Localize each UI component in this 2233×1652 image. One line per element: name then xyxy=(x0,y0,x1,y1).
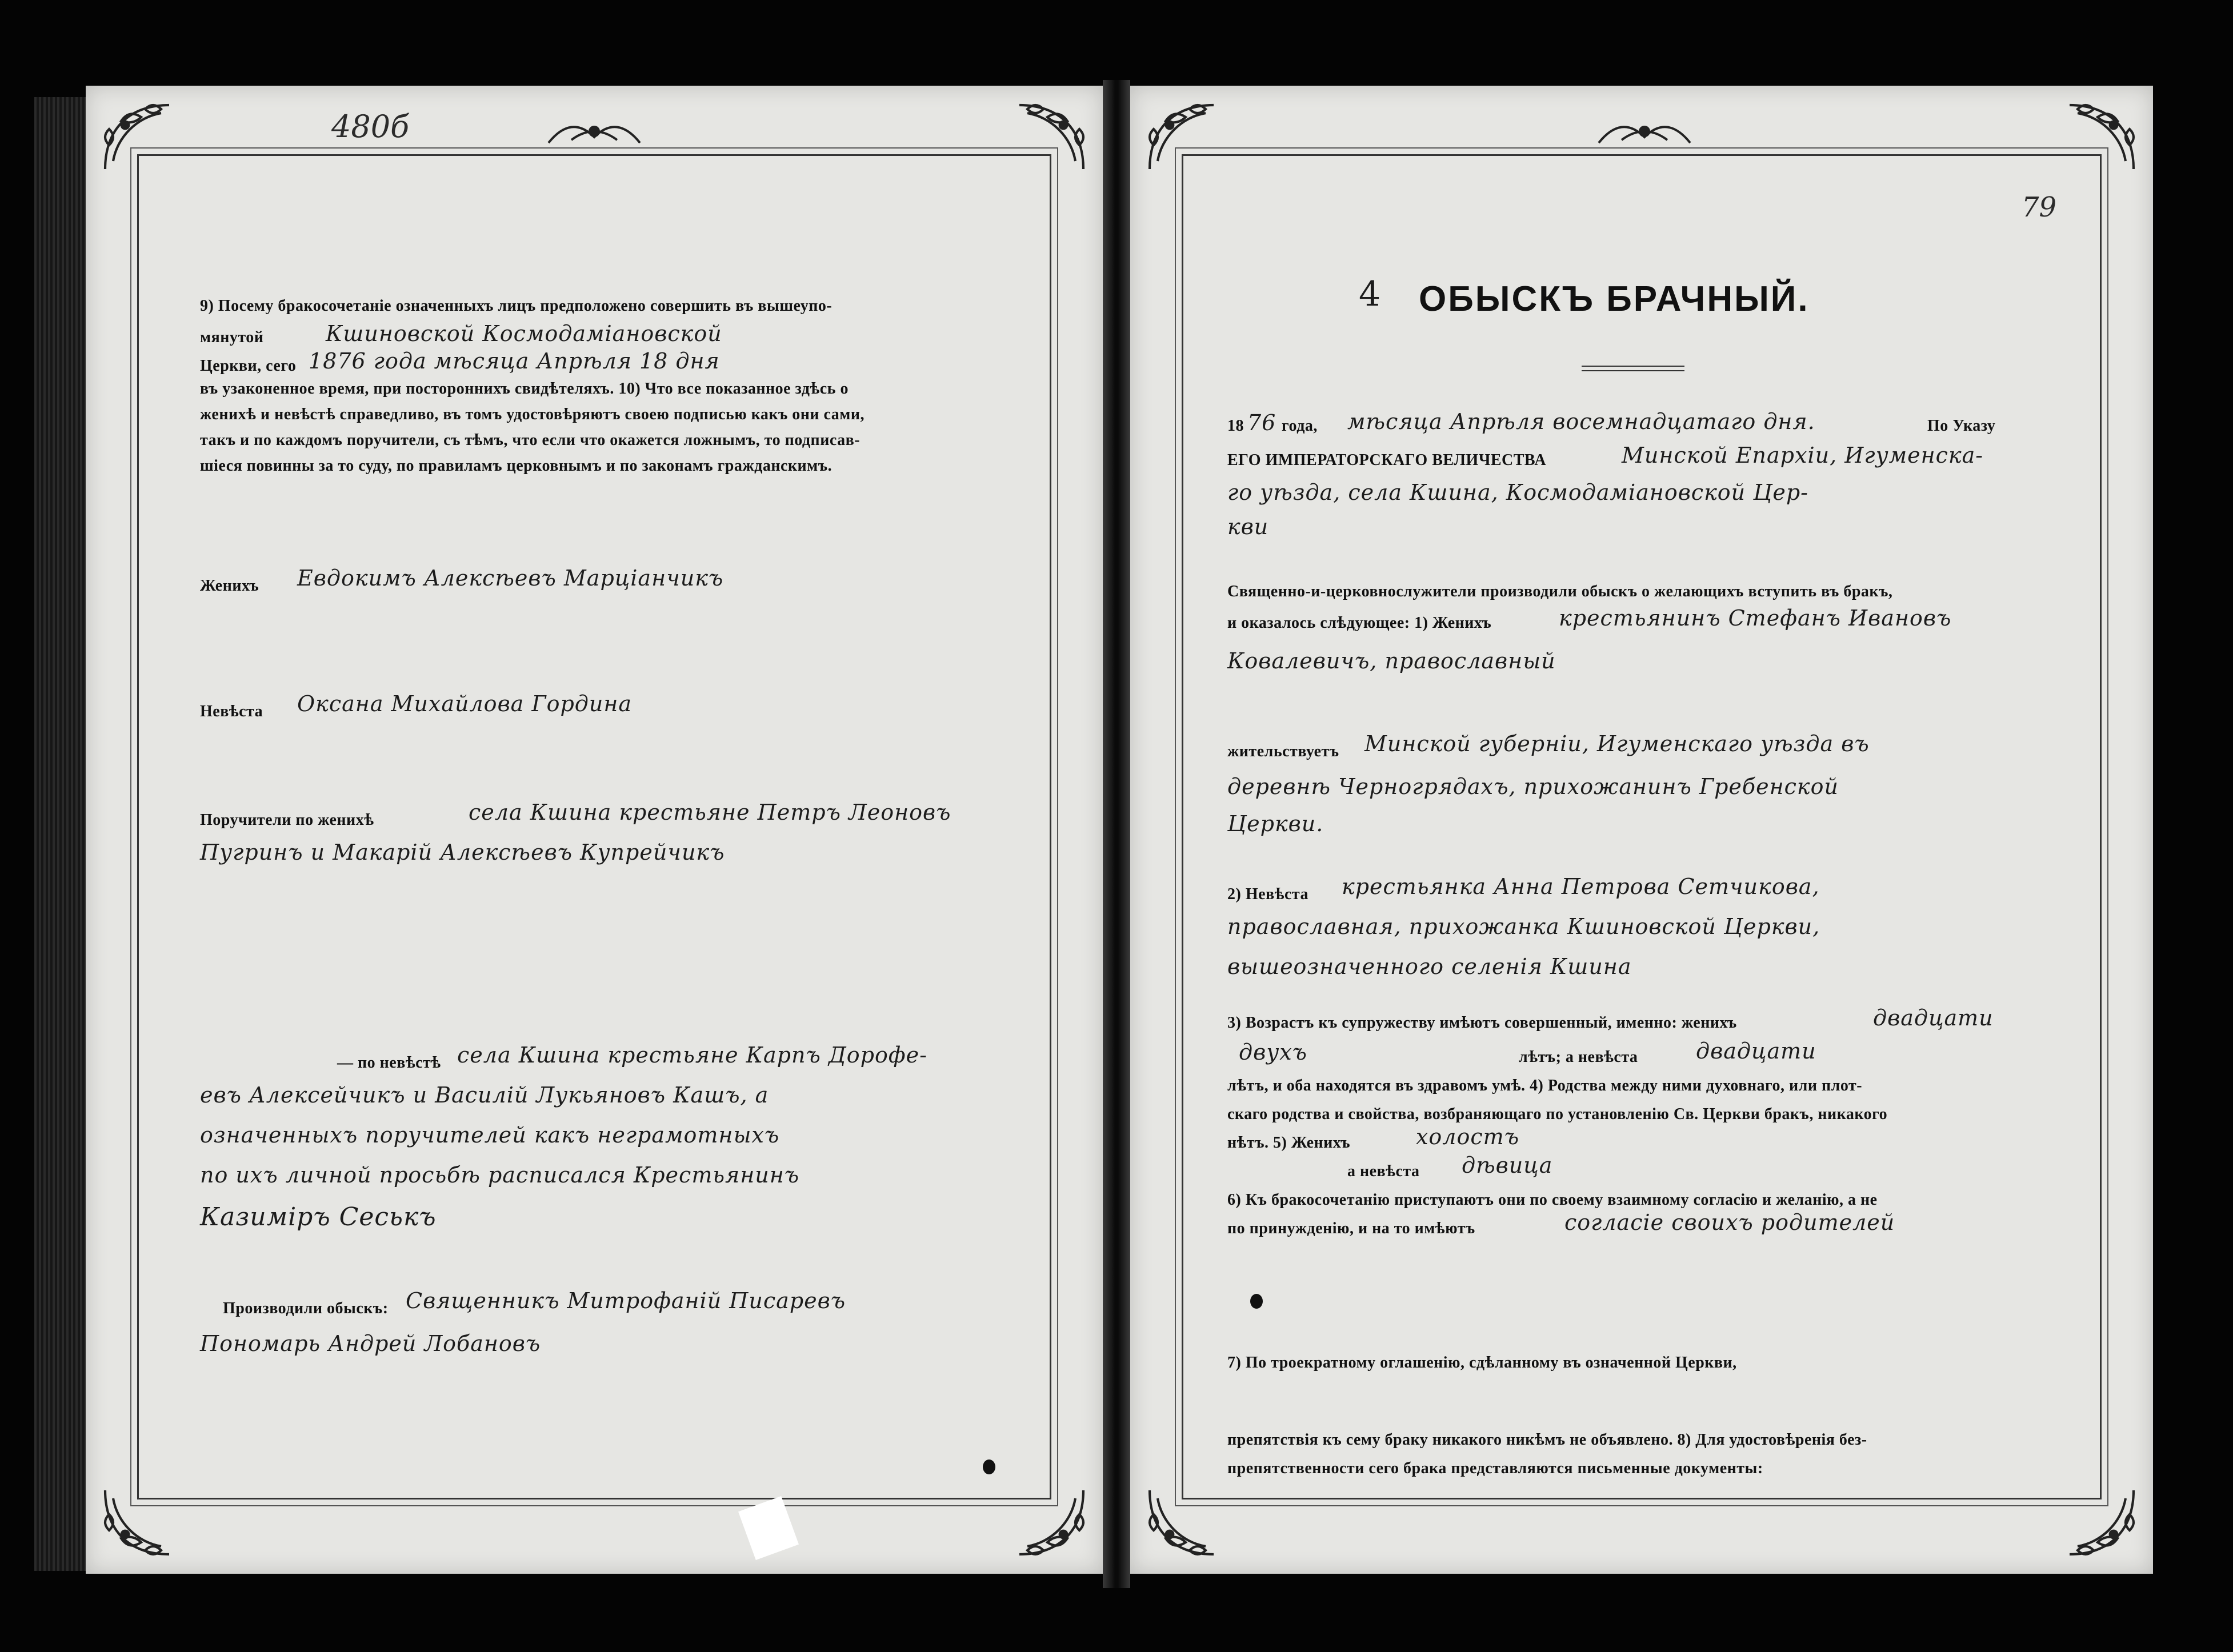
residence-hand-1: Минской губерніи, Игуменскаго уѣзда въ xyxy=(1364,731,1870,756)
clause-10-line-3: такъ и по каждомъ поручители, съ тѣмъ, что если что окажется ложнымъ, то подписав- xyxy=(200,431,861,449)
guarantors-bride-hand-3: означенныхъ поручителей какъ неграмотныхъ xyxy=(200,1122,780,1148)
corner-ornament-icon xyxy=(1142,1482,1222,1562)
age-line-5: нѣтъ. 5) Женихъ xyxy=(1227,1134,1351,1152)
date-year-prefix: 18 xyxy=(1227,417,1244,435)
age-line-2: лѣтъ; а невѣста xyxy=(1519,1048,1638,1066)
clause-9-church-label: мянутой xyxy=(200,328,264,346)
clause-10-line-2: женихѣ и невѣстѣ справедливо, въ томъ удостовѣряютъ своею подписью какъ они сами, xyxy=(200,406,865,423)
clause-10-line-4: шіеся повинны за то суду, по правиламъ церковнымъ и по законамъ гражданскимъ. xyxy=(200,457,833,475)
clause-9-line-1: 9) Посему бракосочетаніе означенныхъ лицъ предположено совершить въ вышеупо- xyxy=(200,297,833,315)
clause-9-year-hand: 1876 года мѣсяца Апрѣля 18 дня xyxy=(309,348,720,374)
corner-ornament-icon xyxy=(97,97,177,177)
date-month-hand: мѣсяца Апрѣля восемнадцатаго дня. xyxy=(1347,409,1815,434)
guarantors-bride-hand-5: Казиміръ Сеськъ xyxy=(200,1202,437,1232)
clergy-line-2: и оказалось слѣдующее: 1) Женихъ xyxy=(1227,614,1492,632)
residence-hand-3: Церкви. xyxy=(1227,811,1324,836)
groom-hand-2: Ковалевичъ, православный xyxy=(1227,648,1556,673)
conducted-hand-1: Священникъ Митрофаній Писаревъ xyxy=(406,1288,846,1313)
age-groom-hand-2: двухъ xyxy=(1239,1040,1308,1065)
guarantors-bride-hand-4: по ихъ личной просьбѣ расписался Крестьянинъ xyxy=(200,1162,800,1188)
top-center-ornament-icon xyxy=(543,109,646,154)
left-page xyxy=(86,86,1103,1574)
guarantors-bride-label: — по невѣстѣ xyxy=(337,1054,441,1072)
book-spine xyxy=(1103,80,1130,1588)
corner-ornament-icon xyxy=(2062,97,2142,177)
document-title: ОБЫСКЪ БРАЧНЫЙ. xyxy=(1419,279,1810,319)
eparchy-hand: Минской Епархіи, Игуменска- xyxy=(1622,443,1984,468)
bride-hand-1: крестьянка Анна Петрова Сетчикова, xyxy=(1342,874,1820,899)
bride-label: Невѣста xyxy=(200,703,263,720)
county-hand: го уѣзда, села Кшина, Космодаміановской Цер- xyxy=(1227,480,1809,505)
guarantors-groom-hand-2: Пугринъ и Макарій Алексѣевъ Купрейчикъ xyxy=(200,840,725,865)
record-number: 4 xyxy=(1359,274,1382,314)
corner-ornament-icon xyxy=(97,1482,177,1562)
clause-10-line-1: въ узаконенное время, при постороннихъ свидѣтеляхъ. 10) Что все показанное здѣсь о xyxy=(200,380,849,398)
guarantors-bride-hand-2: евъ Алексейчикъ и Василій Лукьяновъ Кашъ, а xyxy=(200,1082,769,1108)
bride-name-hand: Оксана Михайлова Гордина xyxy=(297,691,633,716)
church-hand: кви xyxy=(1227,514,1269,539)
book-page-edges xyxy=(34,97,86,1571)
corner-ornament-icon xyxy=(1011,1482,1091,1562)
age-line-3: лѣтъ, и оба находятся въ здравомъ умѣ. 4) Родства между ними духовнаго, или плот- xyxy=(1227,1077,1863,1094)
obstacle-line-1: препятствія къ сему браку никакого никѣмъ не объявлено. 8) Для удостовѣренія без- xyxy=(1227,1431,1867,1449)
bride-hand-2: православная, прихожанка Кшиновской Церкви, xyxy=(1227,914,1820,939)
right-page xyxy=(1130,86,2153,1574)
age-line-1: 3) Возрастъ къ супружеству имѣютъ совершенный, именно: женихъ xyxy=(1227,1014,1737,1032)
groom-label: Женихъ xyxy=(200,577,259,595)
obstacle-line-2: препятственности сего брака представляются письменные документы: xyxy=(1227,1459,1763,1477)
clause-9-year-label: Церкви, сего xyxy=(200,357,297,375)
guarantors-bride-hand-1: села Кшина крестьяне Карпъ Дорофе- xyxy=(457,1042,927,1068)
residence-hand-2: деревнѣ Черногрядахъ, прихожанинъ Гребенской xyxy=(1227,774,1839,799)
folio-number: 79 xyxy=(2022,191,2057,223)
consent-line-1: 6) Къ бракосочетанію приступаютъ они по своему взаимному согласію и желанію, а не xyxy=(1227,1191,1878,1209)
bride-hand-3: вышеозначенного селенія Кшина xyxy=(1227,954,1632,979)
clause-9-church-hand: Кшиновской Космодаміановской xyxy=(326,321,722,346)
consent-line-2: по принужденію, и на то имѣютъ xyxy=(1227,1220,1475,1237)
ink-blot xyxy=(1250,1294,1263,1309)
decree-label: По Указу xyxy=(1927,417,1996,435)
age-bride-hand: двадцати xyxy=(1696,1038,1816,1064)
age-groom-hand-1: двадцати xyxy=(1873,1005,1994,1031)
corner-ornament-icon xyxy=(1011,97,1091,177)
top-center-ornament-icon xyxy=(1593,109,1696,154)
majesty-label: ЕГО ИМПЕРАТОРСКАГО ВЕЛИЧЕСТВА xyxy=(1227,451,1547,469)
groom-hand-1: крестьянинъ Стефанъ Ивановъ xyxy=(1559,606,1952,631)
groom-name-hand: Евдокимъ Алексѣевъ Марціанчикъ xyxy=(297,566,724,591)
consent-hand: согласіе своихъ родителей xyxy=(1564,1210,1895,1235)
corner-ornament-icon xyxy=(2062,1482,2142,1562)
corner-ornament-icon xyxy=(1142,97,1222,177)
date-year-label: года, xyxy=(1282,417,1318,435)
bride-status-hand: дѣвица xyxy=(1462,1153,1553,1178)
clergy-line-1: Священно-и-церковнослужители производили обыскъ о желающихъ вступить въ бракъ, xyxy=(1227,583,1893,600)
groom-status-hand: холостъ xyxy=(1416,1124,1520,1149)
conducted-hand-2: Пономарь Андрей Лобановъ xyxy=(200,1331,541,1356)
residence-label: жительствуетъ xyxy=(1227,743,1339,760)
age-line-6: а невѣста xyxy=(1347,1162,1420,1180)
archive-number: 480б xyxy=(331,109,410,145)
ink-blot xyxy=(983,1459,995,1474)
guarantors-groom-hand-1: села Кшина крестьяне Петръ Леоновъ xyxy=(469,800,951,825)
title-rule xyxy=(1582,366,1684,371)
guarantors-groom-label: Поручители по женихѣ xyxy=(200,811,374,829)
bride-label: 2) Невѣста xyxy=(1227,885,1308,903)
date-year-hand: 76 xyxy=(1247,410,1276,435)
banns-line: 7) По троекратному оглашенію, сдѣланному въ означенной Церкви, xyxy=(1227,1354,1737,1372)
conducted-label: Производили обыскъ: xyxy=(223,1300,389,1317)
age-line-4: скаго родства и свойства, возбраняющаго по установленію Св. Церкви бракъ, никакого xyxy=(1227,1105,1888,1123)
